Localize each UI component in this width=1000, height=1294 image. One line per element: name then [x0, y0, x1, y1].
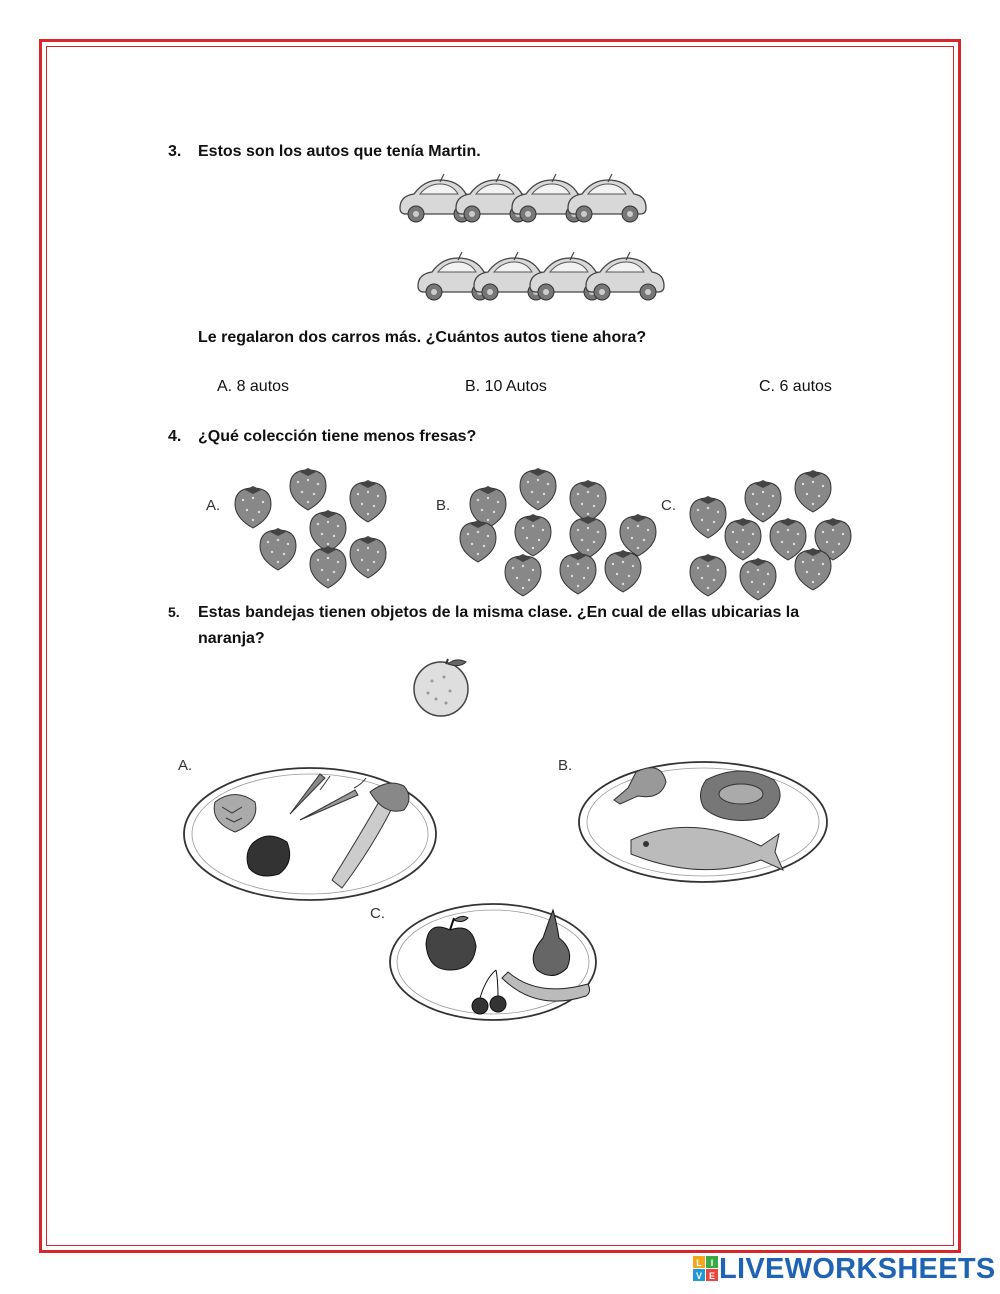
q3-text: Estos son los autos que tenía Martin.: [198, 143, 481, 160]
strawberry-icon: [795, 470, 831, 512]
strawberry-icon: [350, 536, 386, 578]
pepper-icon: [247, 836, 290, 876]
strawberry-icon: [560, 552, 596, 594]
q5-number: 5.: [168, 604, 180, 620]
strawberry-icon: [745, 480, 781, 522]
strawberry-icon: [795, 548, 831, 590]
strawberry-icon: [690, 496, 726, 538]
strawberry-icon: [310, 546, 346, 588]
tray-a[interactable]: [170, 752, 450, 902]
svg-text:V: V: [695, 1271, 703, 1281]
strawberry-icon: [350, 480, 386, 522]
strawberry-icon: [520, 468, 556, 510]
strawberry-group-label: C.: [661, 497, 676, 514]
svg-text:L: L: [696, 1258, 702, 1268]
q3-option-b[interactable]: B. 10 Autos: [465, 378, 547, 395]
strawberry-icon: [605, 550, 641, 592]
strawberry-icon: [310, 510, 346, 552]
strawberry-icon: [725, 518, 761, 560]
strawberry-icon: [515, 514, 551, 556]
tray-b-label: B.: [558, 757, 573, 774]
tray-c[interactable]: [368, 900, 608, 1030]
strawberry-icon: [620, 514, 656, 556]
svg-text:E: E: [708, 1271, 716, 1281]
liveworksheets-icon: [693, 1256, 719, 1282]
strawberry-icon: [290, 468, 326, 510]
q5-text-line2: naranja?: [198, 630, 265, 647]
q3-option-a[interactable]: A. 8 autos: [217, 378, 290, 395]
q3-number: 3.: [168, 143, 182, 160]
strawberry-group-label: A.: [206, 497, 221, 514]
orange-icon: [408, 655, 478, 725]
tray-a-label: A.: [178, 757, 193, 774]
q3-cars-illustration: [390, 168, 690, 318]
strawberry-icon: [570, 516, 606, 558]
car-icon: [568, 174, 646, 222]
steak-icon: [700, 771, 780, 820]
q4-strawberry-groups[interactable]: [190, 458, 890, 588]
tray-b[interactable]: [556, 752, 836, 892]
liveworksheets-wordmark: LIVEWORKSHEETS: [719, 1252, 996, 1285]
q3-followup: Le regalaron dos carros más. ¿Cuántos autos tiene ahora?: [198, 329, 647, 346]
tray-c-label: C.: [370, 905, 385, 922]
q4-number: 4.: [168, 428, 182, 445]
q3-option-c[interactable]: C. 6 autos: [759, 378, 832, 395]
strawberry-group-label: B.: [436, 497, 451, 514]
svg-text:I: I: [710, 1258, 714, 1268]
strawberry-icon: [260, 528, 296, 570]
strawberry-icon: [570, 480, 606, 522]
q4-text: ¿Qué colección tiene menos fresas?: [198, 428, 477, 445]
q5-text-line1: Estas bandejas tienen objetos de la misma clase. ¿En cual de ellas ubicarias la: [198, 604, 800, 621]
car-icon: [586, 252, 664, 300]
strawberry-icon: [460, 520, 496, 562]
strawberry-icon: [235, 486, 271, 528]
liveworksheets-logo: [693, 1252, 996, 1286]
